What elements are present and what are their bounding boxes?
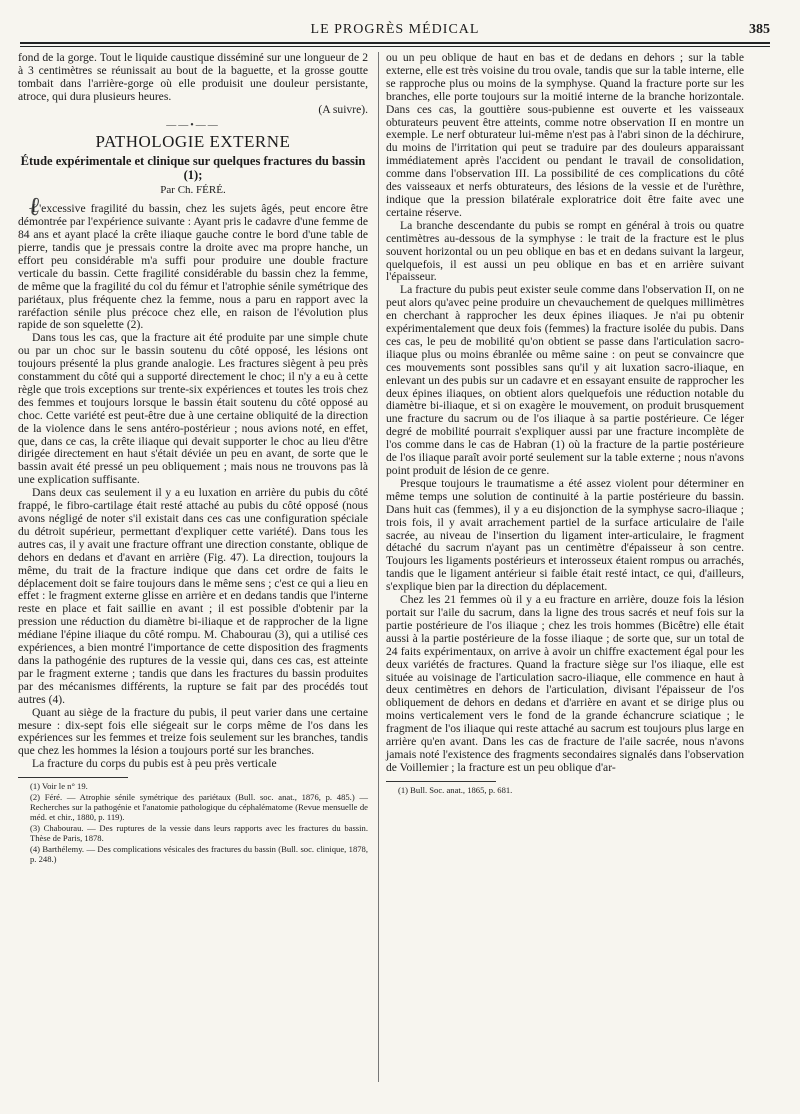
footnote: (3) Chabourau. — Des ruptures de la vessie dans leurs rapports avec les fractures du bassin. Thèse de Paris, 1878. (30, 822, 368, 844)
intro-paragraph: fond de la gorge. Tout le liquide caustique disséminé sur une longueur de 2 à 3 centimètres se réunissait au bout de la baguette, et la grosse goutte tombait dans l'arrière-gorge où elle produisit une douleur persistante, atroce, qui dura plusieurs heures. (18, 51, 368, 103)
page-header (20, 20, 770, 42)
footnote-rule (386, 781, 496, 782)
paragraph: Dans deux cas seulement il y a eu luxation en arrière du pubis du côté frappé, le fibro-cartilage était resté attaché au pubis du côté opposé (nous avons négligé de noter s'il existait dans ces cas une configuration spéciale du détroit supérieur, permettant d'expliquer cette variété). Dans tous les autres cas, il y avait une fracture offrant une direction constante, oblique de dehors en dedans et d'avant en arrière (Fig. 47). La direction, toujours la même, du trait de la fracture indique que dans cet ordre de faits le déplacement doit se faire toujours dans le même sens ; c'est ce qui a lieu en effet : le fragment externe glisse en arrière et en dedans tandis que l'interne reste en place et fait saillie en avant ; il est possible d'obtenir par la pression une réduction du diamètre bi-iliaque et de rapprocher de la ligne médiane l'épine iliaque du côté rompu. M. Chabourau (3), qui a utilisé ces expériences, a bien montré l'importance de cette disposition des fragments dans la pathogénie des ruptures de la vessie qui, dans ces cas, est atteinte par le fragment externe ; tandis que dans les fractures du bassin produites par des mécanismes différents, la rupture se fait par des procédés tout autres (4). (18, 486, 368, 706)
column-divider (378, 52, 379, 1082)
section-ornament: ——•—— (166, 119, 220, 131)
article-author: Par Ch. FÉRÉ. (160, 184, 226, 197)
paragraph: L'excessive fragilité du bassin, chez les sujets âgés, peut encore être démontrée par l'expérience suivante : Ayant pris le cadavre d'une femme de 84 ans et ayant placé la crête iliaque gauche contre le bord d'une table de pierre, tandis que je pressais contre la droite avec ma propre hanche, un effort peu considérable m'a suffi pour produire une double fracture verticale du bassin. Cette fragilité considérable du bassin chez la femme, de même que la fragilité du col du fémur et l'atrophie sénile symétrique des pariétaux, plus fréquente chez la femme, nous a paru en rapport avec la raréfaction sénile plus précoce chez elle, en raison de l'évolution plus rapide de son squelette (2). (18, 202, 368, 332)
page-number: 385 (749, 22, 770, 37)
handwritten-mark: ℓ (26, 191, 43, 222)
footnote-rule (18, 777, 128, 778)
section-title: PATHOLOGIE EXTERNE (95, 132, 291, 152)
footnote: (1) Voir le n° 19. (30, 781, 88, 792)
paragraph: Quant au siège de la fracture du pubis, il peut varier dans une certaine mesure : dix-sept fois elle siégeait sur le corps même de l'os dans les expériences sur les femmes et treize fois seulement sur les branches, tandis que chez les hommes la lésion a toujours porté sur les branches. (18, 705, 368, 758)
footnote: (4) Barthélemy. — Des complications vésicales des fractures du bassin (Bull. soc. clinique, 1878, p. 248.) (30, 843, 368, 864)
footnotes (18, 781, 368, 864)
paragraph: La branche descendante du pubis se rompt en général à trois ou quatre centimètres au-dessous de la symphyse : le trait de la fracture est le plus souvent horizontal ou un peu oblique en bas et en dedans suivant la largeur, quelquefois, il est aussi un peu oblique en bas et en arrière suivant l'épaisseur. (386, 218, 744, 284)
paragraph: Presque toujours le traumatisme a été assez violent pour déterminer en même temps une solution de continuité à la partie postérieure du bassin. Dans huit cas (femmes), il y a eu disjonction de la symphyse sacro-iliaque ; trois fois, il y avait arrachement partiel de la surface articulaire de l'aile sacrée, au niveau de l'insertion du ligament inter-articulaire, le fragment détaché du sacrum n'ayant pas un centimètre d'épaisseur à son centre. Toujours les ligaments postérieurs et interosseux étaient rompus ou arrachés, tandis que le ligament antérieur si faible était resté intact, ce qui, d'ailleurs, s'explique bien par la direction du déplacement. (386, 476, 744, 594)
paragraph: La fracture du corps du pubis est à peu près verticale (32, 757, 277, 771)
footnote: (2) Féré. — Atrophie sénile symétrique des pariétaux (Bull. soc. anat., 1876, p. 485.) — Recherches sur la pathogénie et l'anatomie pathologique du céphalématome (Revue mensuelle de méd. et chir., 1880, p. 119). (30, 791, 368, 823)
paragraph: Chez les 21 femmes où il y a eu fracture en arrière, douze fois la lésion portait sur l'aile du sacrum, dans la ligne des trous sacrés et neuf fois sur la partie postérieure de l'os iliaque ; chez les trois hommes (Bicêtre) elle était aussi à la partie postérieure de la fosse iliaque ; de sorte que, sur un total de 24 faits expérimentaux, on arrive à avoir un chiffre exactement égal pour les deux variétés de fractures. Quand la fracture siège sur l'os iliaque, elle est située au voisinage de l'articulation sacro-iliaque, elle commence en haut à deux centimètres en dehors de l'articulation, divisant l'épaisseur de l'os obliquement de dehors en dedans et d'arrière en avant et se dirige plus ou moins verticalement vers le fond de la grande échancrure sciatique ; le fragment de l'os iliaque qui reste attaché au sacrum est toujours plus large en arrière qu'en avant. Dans les cas de fracture de l'aile sacrée, nous n'avons jamais noté l'existence des fragments secondaires signalés dans l'observation de Voillemier ; la fracture est un peu oblique d'ar- (386, 593, 744, 774)
header-rule (20, 42, 770, 47)
right-column (386, 52, 744, 795)
paragraph: La fracture du pubis peut exister seule comme dans l'observation II, on ne peut alors qu'avec peine produire un chevauchement de quelques millimètres en cherchant à rapprocher les deux épines iliaques. Je n'ai pu obtenir expérimentalement que deux fois (femmes) la fracture isolée du pubis. Dans ces cas, le peu de mobilité qu'on obtient se passe dans l'articulation sacro-iliaque plus ou moins ébranlée ou même saine : on peut se convaincre que ces mouvements sont possibles sans qu'il y ait luxation sacro-iliaque, en enlevant un des pubis sur un cadavre et en essayant ensuite de rapprocher les deux épines iliaques, on obtient alors quelquefois une réduction notable du diamètre bi-iliaque, et si on exagère le mouvement, on produit brusquement une fracture du sacrum ou de l'os iliaque à sa partie postérieure. Ce léger degré de mobilité pourrait s'expliquer aussi par une fracture incomplète de l'os comme dans le cas de Habran (1) où la fracture de la partie postérieure de l'os iliaque paraît avoir porté seulement sur la table externe ; nous n'avons point produit de lésion de ce genre. (386, 283, 744, 477)
footnotes (386, 785, 744, 795)
paragraph: Dans tous les cas, que la fracture ait été produite par une simple chute ou par un choc sur le bassin soutenu du côté opposé, les lésions ont toujours présenté la plus grande analogie. Les fractures siègent à peu près constamment du côté qui a supporté directement le choc; il n'y a eu à cette règle que trois exceptions sur trente-six expériences et toutes les trois chez des femmes et toujours lorsque le bassin était soutenu du côté opposé au choc. Cette variété est peut-être due à une certaine obliquité de la direction de la violence dans le sens antéro-postérieur ; nous avions noté, en effet, que, dans ce cas, la crête iliaque qui devait supporter le choc au lieu d'être dirigée directement en haut s'était déviée un peu en avant, de sorte que le bassin avait été pressé un peu obliquement ; mais nous ne trouvons pas là une explication suffisante. (18, 331, 368, 487)
left-column (18, 52, 368, 864)
running-title: LE PROGRÈS MÉDICAL (310, 22, 480, 37)
a-suivre-note: (A suivre). (318, 102, 368, 116)
paragraph: ou un peu oblique de haut en bas et de dedans en dehors ; sur la table externe, elle est très voisine du trou ovale, tandis que sur la table interne, elle se rapproche plus ou moins de la symphyse. Quand la fracture porte sur les branches, elle porte toujours sur la moitié interne de la branche horizontale. Dans ces cas, la gouttière sous-pubienne est ouverte et les vaisseaux obturateurs peuvent être atteints, comme notre observation II en montre un exemple. Le nerf obturateur lui-même n'est pas à l'abri sinon de la déchirure, du moins de l'irritation qui peut se traduire par des douleurs apparaissant immédiatement après l'accident ou pendant le travail de consolidation, comme dans l'observation III. La possibilité de ces complications du côté des vaisseaux et nerfs obturateurs, des lésions de la vessie et de l'urèthre, indique que la pression bilatérale exploratrice doit être faite avec une certaine réserve. (386, 51, 744, 219)
article-title: Étude expérimentale et clinique sur quelques fractures du bassin (1); (20, 154, 366, 183)
footnote: (1) Bull. Soc. anat., 1865, p. 681. (398, 784, 513, 795)
